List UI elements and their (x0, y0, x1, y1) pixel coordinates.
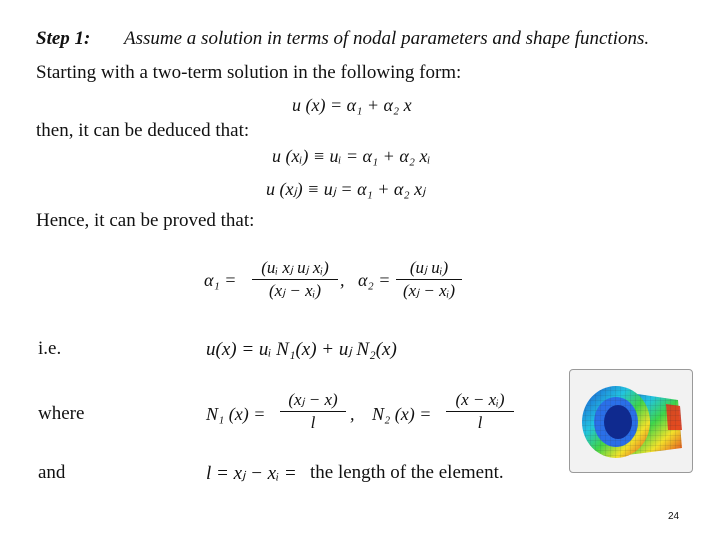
fea-model-image (569, 369, 693, 473)
proved-text: Hence, it can be proved that: (36, 210, 255, 231)
step-label: Step 1: (36, 28, 91, 49)
alpha1-fraction-bar (252, 279, 338, 280)
deduced-text: then, it can be deduced that: (36, 120, 250, 141)
length-text: the length of the element. (310, 462, 504, 483)
fea-model-icon (570, 370, 692, 472)
alpha1-fraction (252, 258, 338, 301)
page-number: 24 (668, 511, 680, 522)
n2-fraction (446, 390, 514, 433)
alpha-separator: , (340, 270, 345, 290)
alpha2-denominator: (xⱼ − xᵢ) (402, 281, 456, 300)
n-separator: , (350, 404, 355, 424)
step-description: Assume a solution in terms of nodal parameters and shape functions. (124, 28, 650, 49)
n2-fraction-bar (446, 411, 514, 412)
n1-numerator: (xⱼ − x) (288, 390, 338, 409)
n1-denominator: l (310, 413, 316, 432)
length-lhs: l = xⱼ − xᵢ = (206, 463, 297, 484)
n1-lhs: N₁ (x) = (206, 404, 266, 424)
n1-fraction (280, 390, 346, 433)
starting-text: Starting with a two-term solution in the following form: (36, 62, 462, 83)
alpha2-fraction-bar (396, 279, 462, 280)
ui-equation: u (xᵢ) ≡ uᵢ = α₁ + α₂ xᵢ (272, 146, 431, 166)
alpha1-numerator: (uᵢ xⱼ uⱼ xᵢ) (261, 258, 329, 277)
n1-fraction-bar (280, 411, 346, 412)
two-term-equation: u (x) = α₁ + α₂ x (292, 95, 412, 115)
n2-numerator: (x − xᵢ) (455, 390, 505, 409)
and-label: and (38, 462, 66, 483)
uj-equation: u (xⱼ) ≡ uⱼ = α₁ + α₂ xⱼ (266, 179, 426, 199)
alpha1-lhs: α₁ = (204, 270, 237, 290)
n2-denominator: l (477, 413, 483, 432)
ux-equation: u(x) = uᵢ N₁(x) + uⱼ N₂(x) (206, 339, 397, 360)
alpha2-numerator: (uⱼ uᵢ) (409, 258, 449, 277)
alpha2-lhs: α₂ = (358, 270, 391, 290)
alpha2-fraction (396, 258, 462, 301)
alpha1-denominator: (xⱼ − xᵢ) (268, 281, 322, 300)
n2-lhs: N₂ (x) = (372, 404, 432, 424)
where-label: where (38, 403, 85, 424)
ie-label: i.e. (38, 338, 62, 359)
